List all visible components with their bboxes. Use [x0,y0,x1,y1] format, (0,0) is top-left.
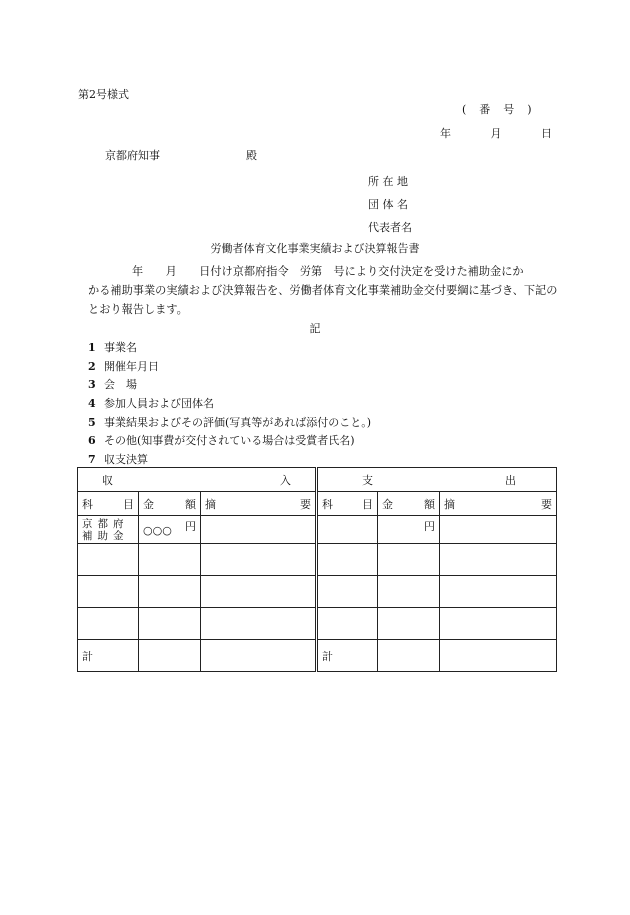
income-total-label: 計 [78,640,139,672]
page-title: 労働者体育文化事業実績および決算報告書 [210,242,420,255]
list-item: 1 事業名 [88,341,137,354]
report-body [88,262,558,319]
date-day: 日 [541,127,552,140]
date-month: 月 [490,127,502,140]
table-row [78,576,557,608]
addressee-name: 京都府知事 [105,149,160,162]
sender-representative: 代表者名 [368,221,412,234]
income-summary-header: 摘 要 [201,492,317,516]
income-subject-header: 科 目 [78,492,139,516]
table-total-row [78,640,557,672]
expense-header: 支 出 [317,468,557,492]
income-amount-header: 金 額 [139,492,201,516]
honorific: 殿 [246,149,257,162]
list-item: 5 事業結果およびその評価(写真等があれば添付のこと。) [88,415,372,429]
income-total-amount [139,640,201,672]
list-item: 3 会 場 [88,378,137,392]
document-number: ( 番 号 ) [462,103,533,116]
list-item: 2 開催年月日 [88,359,159,373]
expense-amount-header: 金 額 [378,492,440,516]
form-number: 第2号様式 [78,88,129,101]
budget-table [77,467,557,672]
list-item: 4 参加人員および団体名 [88,397,214,411]
addressee [105,147,257,163]
table-row [78,608,557,640]
expense-subject-cell [317,516,378,544]
table-row [78,544,557,576]
income-summary-cell [201,516,317,544]
income-header: 収 入 [78,468,317,492]
expense-summary-header: 摘 要 [440,492,557,516]
expense-summary-cell [440,516,557,544]
date-year: 年 [440,127,451,140]
table-row [78,516,557,544]
expense-amount-cell: 円 [378,516,440,544]
sender-organization: 団 体 名 [368,198,408,211]
list-item: 7 収支決算 [88,453,148,467]
date-line [440,125,552,141]
table-column-row [78,492,557,516]
subsidy-amount-cell: ○○○ 円 [139,516,201,544]
body-rest: かる補助事業の実績および決算報告を、労働者体育文化事業補助金交付要綱に基づき、下記のとおり報告します。 [88,284,558,316]
subsidy-subject-cell: 京都府 補助金 [78,516,139,544]
table-header-row [78,468,557,492]
income-total-summary [201,640,317,672]
body-line-1: 年 月 日付け京都府指令 労第 号により交付決定を受けた補助金にか [132,265,524,278]
expense-total-amount [378,640,440,672]
list-item: 6 その他(知事費が交付されている場合は受賞者氏名) [88,434,355,448]
expense-subject-header: 科 目 [317,492,378,516]
sender-address: 所 在 地 [368,175,408,188]
item-list [88,339,371,470]
ki-heading: 記 [309,322,321,335]
expense-total-label: 計 [317,640,378,672]
expense-total-summary [440,640,557,672]
